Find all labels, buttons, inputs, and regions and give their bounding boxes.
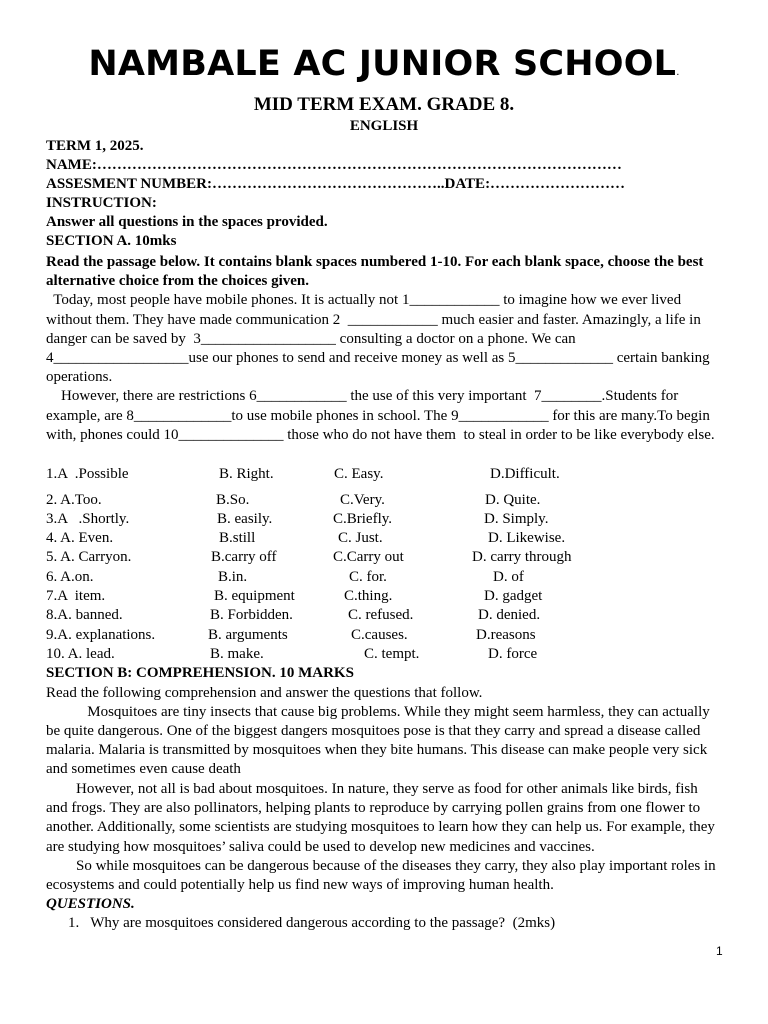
option-d: D. Quite.: [485, 492, 541, 508]
cloze-passage-line: without them. They have made communication 2 ____________ much easier and faster. Amazingly, a life in: [46, 312, 701, 328]
option-a: 4. A. Even.: [46, 530, 114, 546]
comprehension-line: So while mosquitoes can be dangerous because of the diseases they carry, they also play important roles in: [46, 858, 716, 874]
school-name: [0, 44, 768, 84]
term-line: TERM 1, 2025.: [46, 138, 144, 154]
section-b-heading: SECTION B: COMPREHENSION. 10 MARKS: [46, 665, 354, 681]
option-c: C. Just.: [338, 530, 383, 546]
comprehension-line: be quite dangerous. One of the biggest dangers mosquitoes pose is that they carry and spread a disease called: [46, 723, 701, 739]
comprehension-line: and frogs. They are also pollinators, helping plants to reproduce by carrying pollen grains from one flower to: [46, 800, 701, 816]
option-b: B. Right.: [219, 466, 274, 482]
page-number: 1: [716, 944, 723, 958]
option-b: B. arguments: [208, 627, 288, 643]
option-a: 7.A item.: [46, 588, 106, 604]
option-b: B.in.: [218, 569, 248, 585]
option-a: 8.A. banned.: [46, 607, 123, 623]
cloze-passage-line: However, there are restrictions 6____________ the use of this very important 7________.Students for: [46, 388, 679, 404]
option-c: C. refused.: [348, 607, 414, 623]
comprehension-line: However, not all is bad about mosquitoes. In nature, they serve as food for other animals like birds, fish: [46, 781, 698, 797]
option-d: D. of: [493, 569, 524, 585]
option-d: D.Difficult.: [490, 466, 560, 482]
cloze-passage-line: operations.: [46, 369, 113, 385]
option-a: 3.A .Shortly.: [46, 511, 130, 527]
assessment-line: ASSESMENT NUMBER:………………………………………..DATE:………………………: [46, 176, 626, 192]
option-a: 6. A.on.: [46, 569, 94, 585]
section-b-intro: Read the following comprehension and answer the questions that follow.: [46, 685, 483, 701]
exam-title: MID TERM EXAM. GRADE 8.: [253, 94, 515, 115]
option-c: C.thing.: [344, 588, 393, 604]
option-a: 5. A. Carryon.: [46, 549, 132, 565]
option-c: C. tempt.: [364, 646, 420, 662]
option-c: C.Carry out: [333, 549, 404, 565]
option-d: D. Likewise.: [488, 530, 566, 546]
option-a: 1.A .Possible: [46, 466, 129, 482]
option-b: B.So.: [216, 492, 250, 508]
instruction-label: INSTRUCTION:: [46, 195, 157, 211]
option-d: D. denied.: [478, 607, 541, 623]
option-b: B. easily.: [217, 511, 273, 527]
section-a-directions-cont: alternative choice from the choices given.: [46, 273, 309, 289]
name-line: NAME:……………………………………………………………………………………………: [46, 157, 622, 173]
option-c: C.Very.: [340, 492, 385, 508]
option-a: 2. A.Too.: [46, 492, 102, 508]
cloze-passage-line: Today, most people have mobile phones. It is actually not 1____________ to imagine how we ever lived: [46, 292, 682, 308]
option-c: C.causes.: [351, 627, 408, 643]
option-d: D. Simply.: [484, 511, 549, 527]
cloze-passage-line: example, are 8_____________to use mobile phones in school. The 9____________ for this are many.To begin: [46, 408, 710, 424]
question-1: 1. Why are mosquitoes considered dangerous according to the passage? (2mks): [68, 915, 556, 931]
option-a: 9.A. explanations.: [46, 627, 156, 643]
option-c: C. Easy.: [334, 466, 384, 482]
comprehension-line: malaria. Malaria is transmitted by mosquitoes when they bite humans. This disease can make people very sick: [46, 742, 708, 758]
option-d: D.reasons: [476, 627, 536, 643]
comprehension-line: ecosystems and could potentially help us find new ways of improving human health.: [46, 877, 554, 893]
option-d: D. carry through: [472, 549, 572, 565]
questions-label: QUESTIONS.: [46, 896, 135, 912]
section-a-directions: Read the passage below. It contains blank spaces numbered 1-10. For each blank space, choose the best: [46, 254, 704, 270]
cloze-passage-line: danger can be saved by 3__________________ consulting a doctor on a phone. We can: [46, 331, 576, 347]
subject-title: ENGLISH: [349, 118, 419, 134]
option-d: D. force: [488, 646, 538, 662]
school-name-text: NAMBALE AC JUNIOR SCHOOL: [88, 44, 677, 84]
option-b: B.carry off: [211, 549, 277, 565]
school-name-dot: .: [676, 67, 680, 78]
section-a-heading: SECTION A. 10mks: [46, 233, 177, 249]
option-d: D. gadget: [484, 588, 543, 604]
comprehension-line: and sometimes even cause death: [46, 761, 241, 777]
option-a: 10. A. lead.: [46, 646, 115, 662]
option-b: B. Forbidden.: [210, 607, 293, 623]
option-b: B.still: [219, 530, 256, 546]
option-b: B. make.: [210, 646, 264, 662]
option-c: C. for.: [349, 569, 387, 585]
comprehension-line: another. Additionally, some scientists are studying mosquitoes to learn how they can help us. For example, they: [46, 819, 715, 835]
cloze-passage-line: with, phones could 10______________ those who do not have them to steal in order to be like everybody else.: [46, 427, 715, 443]
comprehension-line: Mosquitoes are tiny insects that cause big problems. While they might seem harmless, they can actually: [46, 704, 710, 720]
option-b: B. equipment: [214, 588, 295, 604]
comprehension-line: are studying how mosquitoes’ saliva could be used to develop new medicines and vaccines.: [46, 839, 595, 855]
option-c: C.Briefly.: [333, 511, 393, 527]
instruction-text: Answer all questions in the spaces provided.: [46, 214, 328, 230]
cloze-passage-line: 4__________________use our phones to send and receive money as well as 5_____________ certain banking: [46, 350, 710, 366]
